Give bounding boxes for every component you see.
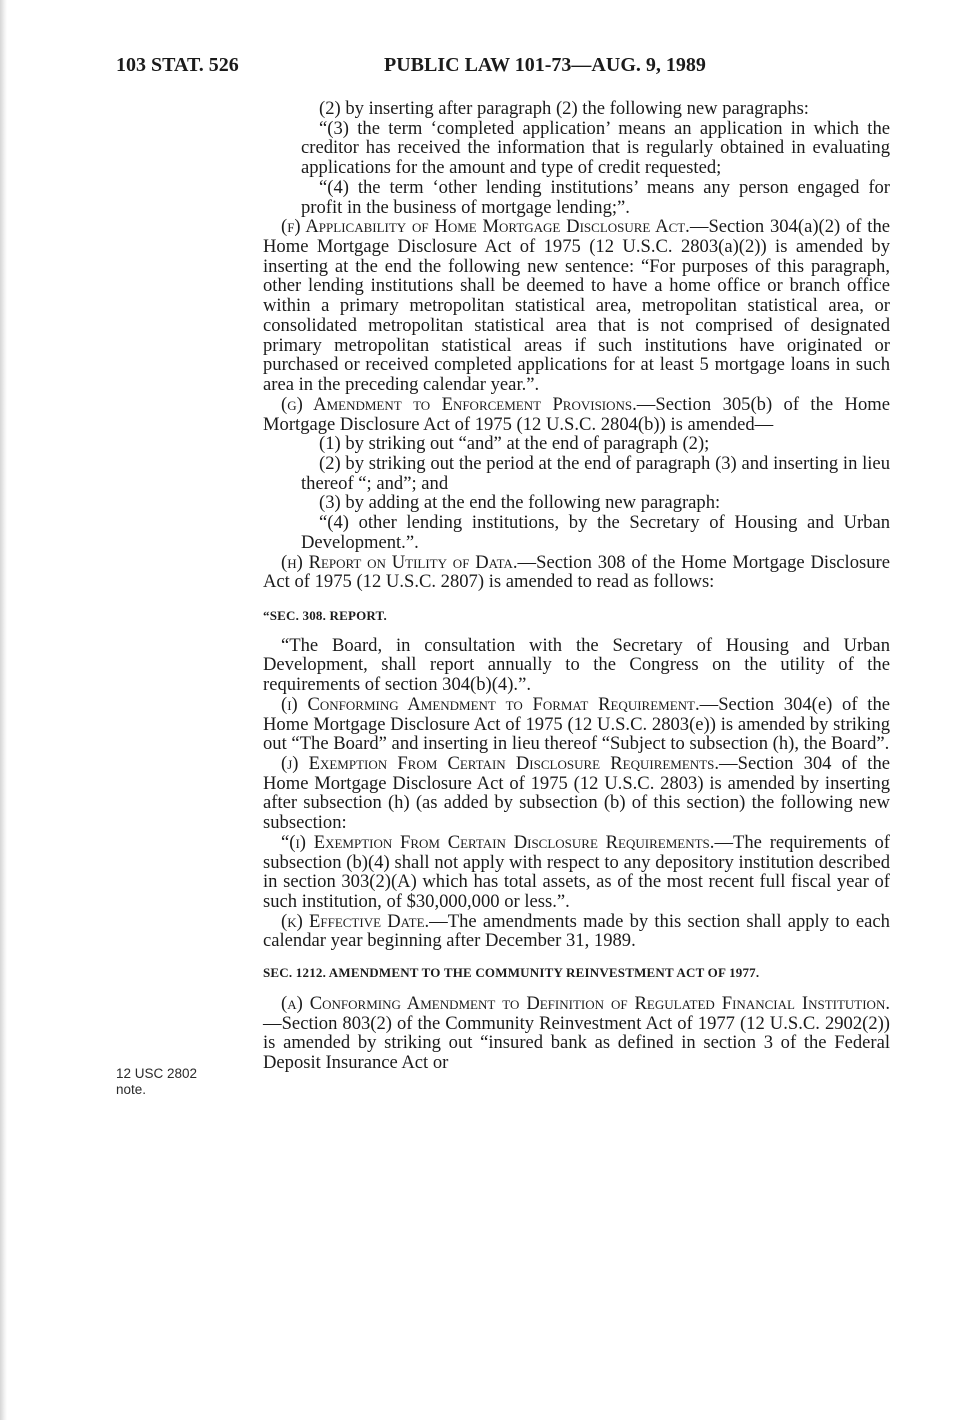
subsection-g-item-2: (2) by striking out the period at the end of paragraph (3) and inserting in lieu thereof “; and”; and: [301, 452, 890, 494]
subsection-j: [263, 754, 890, 833]
section-1212-subsection-a-heading: (a) Conforming Amendment to Definition of Regulated Financial Institution.: [281, 992, 890, 1014]
section-1212-subsection-a: [263, 994, 890, 1073]
subsection-k-heading: (k) Effective Date.: [281, 910, 430, 932]
subsection-g-new-paragraph-4: “(4) other lending institutions, by the Secretary of Housing and Urban Development.”.: [301, 512, 890, 553]
subsection-f-text: —Section 304(a)(2) of the Home Mortgage Disclosure Act of 1975 (12 U.S.C. 2803(a)(2)) is amended by inserting at the end the following new sentence: “For purposes of this paragraph, other lending institutions shall be deemed to have a home office or branch office within a primary metropolitan statistical area, metropolitan statistical area, or consolidated metropolitan statistical area that is not comprised of designated primary metropolitan statistical areas if such institutions have originated or purchased or received completed applications for at least 5 mortgage loans in such area in the preceding calendar year.”.: [263, 216, 890, 396]
subsection-i-heading: (i) Conforming Amendment to Format Requirement.: [281, 693, 700, 715]
subsection-g-text: —Section 305(b) of the Home Mortgage Disclosure Act of 1975 (12 U.S.C. 2804(b)) is amended—: [263, 393, 890, 435]
subsection-g-heading: (g) Amendment to Enforcement Provisions.: [281, 393, 637, 415]
new-subsection-i: [263, 833, 890, 912]
section-1212-heading: SEC. 1212. AMENDMENT TO THE COMMUNITY REINVESTMENT ACT OF 1977.: [263, 965, 760, 981]
subsection-h-heading: (h) Report on Utility of Data.: [281, 551, 518, 573]
stat-page-number: 103 STAT. 526: [116, 54, 239, 76]
margin-note-citation: 12 USC 2802: [116, 1066, 198, 1081]
public-law-title: PUBLIC LAW 101-73—AUG. 9, 1989: [384, 54, 706, 76]
subsection-k-text: —The amendments made by this section shall apply to each calendar year beginning after December 31, 1989.: [263, 910, 890, 952]
margin-note: [116, 1066, 197, 1098]
section-308-heading: “SEC. 308. REPORT.: [263, 607, 387, 623]
subsection-g-item-1: (1) by striking out “and” at the end of paragraph (2);: [319, 433, 710, 455]
subsection-k: [263, 912, 890, 951]
page-header: [0, 54, 958, 84]
section-1212-subsection-a-text: —Section 803(2) of the Community Reinvestment Act of 1977 (12 U.S.C. 2902(2)) is amended by striking out “insured bank as defined in section 3 of the Federal Deposit Insurance Act or: [263, 1012, 890, 1074]
new-subsection-i-text: —The requirements of subsection (b)(4) shall not apply with respect to any depository institution described in section 303(2)(A) which has total assets, as of the most recent full fiscal year of such institution, of $30,000,000 or less.”.: [263, 831, 890, 913]
subsection-g-item-3: (3) by adding at the end the following new paragraph:: [319, 492, 721, 514]
margin-note-label: note.: [116, 1082, 147, 1097]
subsection-h: [263, 553, 890, 592]
subsection-i-text: —Section 304(e) of the Home Mortgage Disclosure Act of 1975 (12 U.S.C. 2803(e)) is amended by striking out “The Board” and inserting in lieu thereof “Subject to subsection (h), the Board”.: [263, 693, 890, 755]
section-308-text: “The Board, in consultation with the Secretary of Housing and Urban Development, shall report annually to the Congress on the utility of the requirements of section 304(b)(4).”.: [263, 634, 890, 696]
subsection-j-heading: (j) Exemption From Certain Disclosure Requirements.: [281, 753, 720, 774]
paragraph-2-amendment: (2) by inserting after paragraph (2) the following new paragraphs:: [319, 98, 809, 119]
definition-other-lending-institutions: “(4) the term ‘other lending institutions’ means any person engaged for profit in the business of mortgage lending;”.: [301, 176, 890, 218]
subsection-j-text: —Section 304 of the Home Mortgage Disclosure Act of 1975 (12 U.S.C. 2803) is amended by inserting after subsection (h) (as added by subsection (b) of this section) the following new subsection:: [263, 753, 891, 834]
law-text: [263, 99, 890, 1073]
scan-left-edge: [0, 0, 7, 1420]
subsection-f-heading: (f) Applicability of Home Mortgage Disclosure Act.: [281, 216, 690, 238]
subsection-g: [263, 395, 890, 434]
subsection-h-text: —Section 308 of the Home Mortgage Disclosure Act of 1975 (12 U.S.C. 2807) is amended to read as follows:: [263, 551, 890, 593]
new-subsection-i-heading: “(i) Exemption From Certain Disclosure Requirements.: [281, 831, 715, 853]
definition-completed-application: “(3) the term ‘completed application’ means an application in which the creditor has received the information that is regularly obtained in evaluating applications for the amount and type of credit requested;: [301, 117, 890, 179]
subsection-f: [263, 217, 890, 394]
subsection-i: [263, 695, 890, 754]
